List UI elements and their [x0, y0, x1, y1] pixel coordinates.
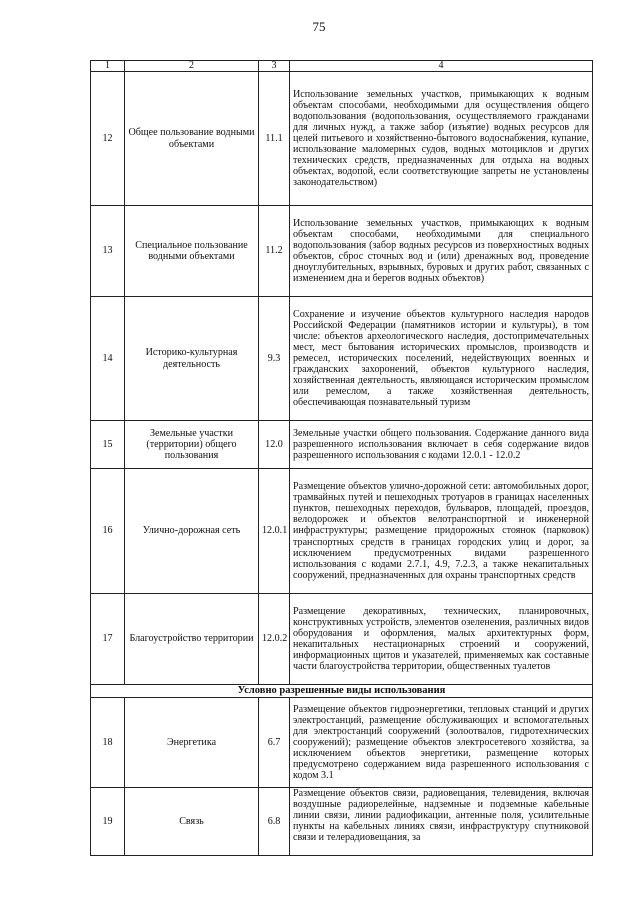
section-title: Условно разрешенные виды использования [91, 685, 593, 698]
page-number: 75 [312, 19, 326, 34]
use-type-code: 12.0.2 [259, 594, 290, 685]
use-type-name: Общее пользование водными объектами [125, 72, 259, 206]
header-cell: 4 [290, 61, 593, 72]
use-type-name: Энергетика [125, 698, 259, 788]
use-type-code: 12.0 [259, 421, 290, 469]
use-type-name: Историко-культурная деятельность [125, 297, 259, 421]
use-type-code: 6.7 [259, 698, 290, 788]
header-cell: 3 [259, 61, 290, 72]
table-row [91, 421, 593, 469]
use-type-description: Размещение декоративных, технических, планировочных, конструктивных устройств, элементов озеленения, различных видов оборудования и оформления, малых архитектурных форм, некапитальных нестационарных строений и сооружений, информационных щитов и указателей, применяемых как составные части благоустройства территории, общественных туалетов [290, 594, 593, 685]
table-row [91, 698, 593, 788]
table-row [91, 594, 593, 685]
use-type-description: Использование земельных участков, примыкающих к водным объектам способами, необходимыми для специального водопользования (забор водных ресурсов из поверхностных водных объектов, сброс сточных вод и (или) дренажных вод, проведение дноуглубительных, взрывных, буровых и других работ, связанных с изменением дна и берегов водных объектов) [290, 206, 593, 297]
table-row [91, 206, 593, 297]
row-number: 13 [91, 206, 125, 297]
use-type-name: Благоустройство территории [125, 594, 259, 685]
row-number: 15 [91, 421, 125, 469]
table-header-row [91, 61, 593, 72]
use-type-name: Улично-дорожная сеть [125, 469, 259, 594]
use-type-code: 11.2 [259, 206, 290, 297]
table-row [91, 788, 593, 856]
use-type-description: Размещение объектов улично-дорожной сети: автомобильных дорог, трамвайных путей и пешеходных тротуаров в границах населенных пунктов, пешеходных переходов, бульваров, площадей, проездов, велодорожек и объектов велотранспортной и инженерной инфраструктуры; размещение придорожных стоянок (парковок) транспортных средств в границах городских улиц и дорог, за исключением предусмотренных видами разрешенного использования с кодами 2.7.1, 4.9, 7.2.3, а также некапитальных сооружений, предназначенных для охраны транспортных средств [290, 469, 593, 594]
use-type-name: Специальное пользование водными объектами [125, 206, 259, 297]
table-row [91, 469, 593, 594]
row-number: 17 [91, 594, 125, 685]
row-number: 16 [91, 469, 125, 594]
table-row [91, 297, 593, 421]
use-type-description: Земельные участки общего пользования. Содержание данного вида разрешенного использования включает в себя содержание видов разрешенного использования с кодами 12.0.1 - 12.0.2 [290, 421, 593, 469]
use-type-name: Земельные участки (территории) общего пользования [125, 421, 259, 469]
use-type-code: 12.0.1 [259, 469, 290, 594]
section-header-row [91, 685, 593, 698]
row-number: 19 [91, 788, 125, 856]
use-type-description: Использование земельных участков, примыкающих к водным объектам способами, необходимыми для осуществления общего водопользования (водопользования, осуществляемого гражданами для личных нужд, а также забор (изъятие) водных ресурсов для целей питьевого и хозяйственно-бытового водоснабжения, купание, использование маломерных судов, водных мотоциклов и других технических средств, предназначенных для отдыха на водных объектах, водопой, если соответствующие запреты не установлены законодательством) [290, 72, 593, 206]
use-type-name: Связь [125, 788, 259, 856]
use-type-description: Сохранение и изучение объектов культурного наследия народов Российской Федерации (памятников истории и культуры), в том числе: объектов археологического наследия, достопримечательных мест, мест бытования исторических промыслов, производств и ремесел, исторических поселений, недействующих военных и гражданских захоронений, объектов культурного наследия, хозяйственная деятельность, являющаяся историческим промыслом или ремеслом, а также хозяйственная деятельность, обеспечивающая познавательный туризм [290, 297, 593, 421]
row-number: 12 [91, 72, 125, 206]
use-type-description: Размещение объектов связи, радиовещания, телевидения, включая воздушные радиорелейные, надземные и подземные кабельные линии связи, линии радиофикации, антенные поля, усилительные пункты на кабельных линиях связи, инфраструктуру спутниковой связи и телерадиовещания, за [290, 788, 593, 856]
use-type-description: Размещение объектов гидроэнергетики, тепловых станций и других электростанций, размещение обслуживающих и вспомогательных для электростанций сооружений (золоотвалов, гидротехнических сооружений); размещение объектов электросетевого хозяйства, за исключением объектов энергетики, размещение которых предусмотрено содержанием вида разрешенного использования с кодом 3.1 [290, 698, 593, 788]
row-number: 14 [91, 297, 125, 421]
use-type-code: 6.8 [259, 788, 290, 856]
header-cell: 2 [125, 61, 259, 72]
use-type-code: 9.3 [259, 297, 290, 421]
row-number: 18 [91, 698, 125, 788]
header-cell: 1 [91, 61, 125, 72]
use-type-code: 11.1 [259, 72, 290, 206]
land-use-table [90, 60, 593, 856]
table-row [91, 72, 593, 206]
